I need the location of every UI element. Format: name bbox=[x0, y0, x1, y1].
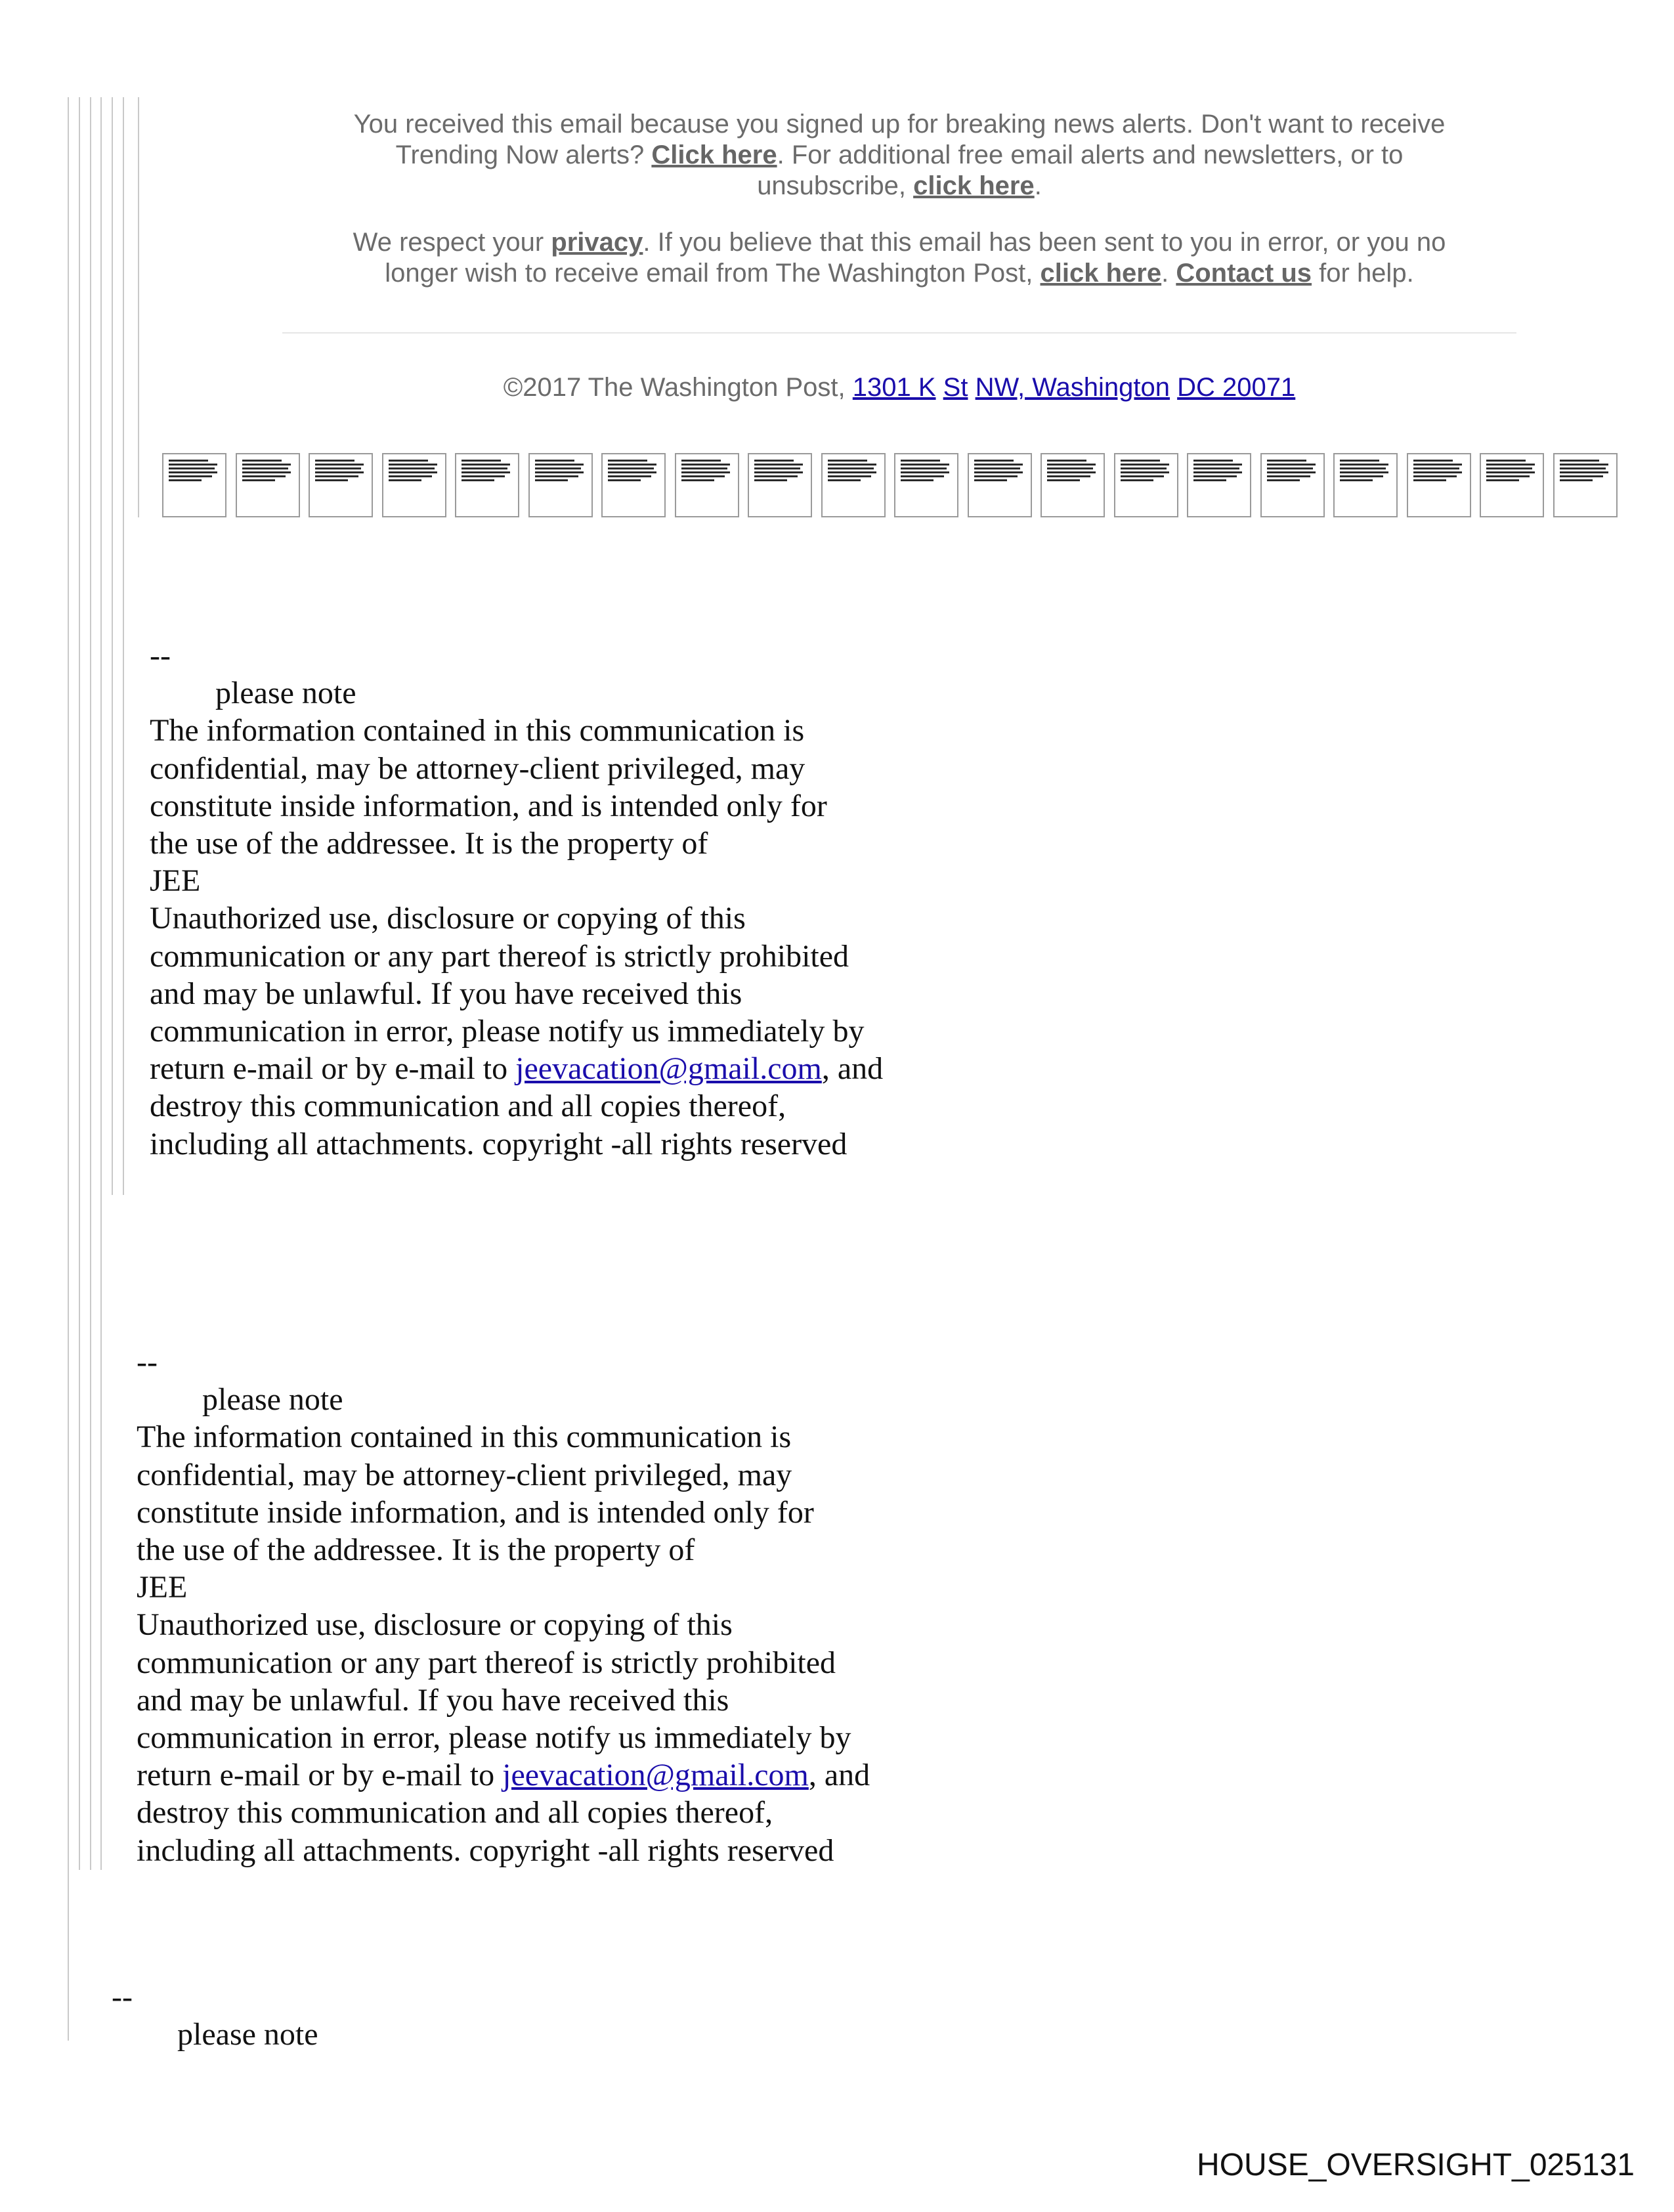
tracking-thumbnail bbox=[1260, 453, 1325, 517]
thumbnail-text-line bbox=[1193, 479, 1226, 481]
thumbnail-text-line bbox=[1413, 475, 1457, 477]
disclaimer-text: return e-mail or by e-mail to bbox=[137, 1758, 503, 1793]
thumbnail-text-line bbox=[1193, 467, 1239, 469]
disclaimer-line: including all attachments. copyright -all rights reserved bbox=[150, 1126, 848, 1161]
thumbnail-text-line bbox=[608, 467, 654, 469]
thumbnail-text-line bbox=[389, 471, 437, 473]
thumbnail-text-line bbox=[389, 479, 421, 481]
thumbnail-text-line bbox=[1267, 479, 1300, 481]
footer-text: for help. bbox=[1312, 259, 1414, 288]
disclaimer-line: and may be unlawful. If you have received this bbox=[150, 976, 742, 1011]
tracking-thumbnail bbox=[528, 453, 593, 517]
thumbnail-text-line bbox=[681, 464, 730, 466]
thumbnail-text-line bbox=[1047, 479, 1080, 481]
thumbnail-text-line bbox=[1193, 471, 1242, 473]
disclaimer-text: , and bbox=[808, 1758, 870, 1793]
disclaimer-line: The information contained in this communication is bbox=[150, 713, 805, 748]
footer-text: . For additional free email alerts and newsletters, or to bbox=[777, 141, 1404, 169]
tracking-thumbnail bbox=[894, 453, 958, 517]
thumbnail-text-line bbox=[1267, 475, 1310, 477]
thumbnail-text-line bbox=[389, 475, 432, 477]
thumbnail-text-line bbox=[242, 471, 291, 473]
thumbnail-text-line bbox=[974, 479, 1007, 481]
tracking-thumbnail bbox=[236, 453, 300, 517]
footer-text: . bbox=[1034, 171, 1042, 200]
thumbnail-text-line bbox=[169, 467, 215, 469]
thumbnail-text-line bbox=[1121, 475, 1164, 477]
address-link[interactable]: NW, Washington bbox=[975, 373, 1170, 402]
footer-text: . If you believe that this email has been sent to you in error, or you no bbox=[643, 228, 1446, 257]
disclaimer-line: confidential, may be attorney-client privileged, may bbox=[150, 750, 805, 786]
thumbnail-text-line bbox=[315, 471, 364, 473]
thumbnail-text-line bbox=[1486, 464, 1535, 466]
quote-bar bbox=[68, 97, 69, 2041]
tracking-thumbnail bbox=[309, 453, 373, 517]
tracking-thumbnail bbox=[162, 453, 226, 517]
disclaimer-line: communication or any part thereof is strictly prohibited bbox=[137, 1645, 836, 1680]
disclaimer-line: communication or any part thereof is strictly prohibited bbox=[150, 938, 849, 974]
thumbnail-text-line bbox=[828, 460, 867, 462]
thumbnail-text-line bbox=[974, 464, 1023, 466]
separator: -- bbox=[112, 1980, 133, 2014]
thumbnail-text-line bbox=[1413, 479, 1446, 481]
disclaimer-text: return e-mail or by e-mail to bbox=[150, 1051, 516, 1087]
thumbnail-text-line bbox=[1193, 464, 1242, 466]
thumbnail-text-line bbox=[828, 464, 876, 466]
disclaimer-line: the use of the addressee. It is the property of bbox=[137, 1532, 695, 1568]
thumbnail-text-line bbox=[1267, 467, 1313, 469]
quote-bar bbox=[112, 97, 113, 1195]
thumbnail-text-line bbox=[901, 479, 934, 481]
thumbnail-text-line bbox=[608, 479, 641, 481]
thumbnail-text-line bbox=[169, 479, 202, 481]
tracking-thumbnail bbox=[821, 453, 886, 517]
thumbnail-text-line bbox=[242, 475, 286, 477]
address-link[interactable]: DC 20071 bbox=[1177, 373, 1296, 402]
tracking-thumbnail bbox=[968, 453, 1032, 517]
disclaimer-line: constitute inside information, and is intended only for bbox=[137, 1494, 814, 1530]
thumbnail-text-line bbox=[901, 464, 949, 466]
thumbnail-text-line bbox=[1267, 464, 1316, 466]
footer-text: You received this email because you signed up for breaking news alerts. Don't want to receive bbox=[353, 110, 1446, 139]
thumbnail-text-line bbox=[461, 460, 501, 462]
thumbnail-text-line bbox=[1193, 460, 1233, 462]
privacy-footer-paragraph bbox=[302, 227, 1497, 289]
thumbnail-text-line bbox=[1267, 471, 1316, 473]
thumbnail-text-line bbox=[608, 464, 656, 466]
disclaimer-line: constitute inside information, and is intended only for bbox=[150, 788, 827, 823]
thumbnail-text-line bbox=[974, 467, 1020, 469]
thumbnail-text-line bbox=[974, 475, 1018, 477]
quote-bar bbox=[79, 97, 80, 1870]
thumbnail-text-line bbox=[754, 460, 794, 462]
thumbnail-text-line bbox=[1047, 475, 1090, 477]
disclaimer-block-2 bbox=[137, 1343, 870, 1869]
copyright-text: ©2017 The Washington Post, bbox=[503, 373, 853, 402]
thumbnail-text-line bbox=[1413, 471, 1462, 473]
thumbnail-text-line bbox=[535, 479, 568, 481]
disclaimer-line: communication in error, please notify us immediately by bbox=[150, 1014, 865, 1049]
disclaimer-line: Unauthorized use, disclosure or copying of this bbox=[137, 1607, 733, 1643]
thumbnail-text-line bbox=[901, 471, 949, 473]
thumbnail-text-line bbox=[1340, 475, 1383, 477]
disclaimer-block-3 bbox=[112, 1978, 318, 2053]
thumbnail-text-line bbox=[681, 475, 725, 477]
thumbnail-text-line bbox=[1560, 464, 1608, 466]
disclaimer-title: please note bbox=[177, 2017, 318, 2052]
thumbnail-text-line bbox=[754, 479, 787, 481]
thumbnail-text-line bbox=[901, 467, 947, 469]
thumbnail-text-line bbox=[461, 479, 494, 481]
thumbnail-text-line bbox=[1413, 460, 1453, 462]
disclaimer-line: JEE bbox=[137, 1570, 188, 1605]
thumbnail-text-line bbox=[1560, 460, 1599, 462]
thumbnail-text-line bbox=[1340, 464, 1388, 466]
quote-bar bbox=[90, 97, 91, 1870]
email-link[interactable]: jeevacation@gmail.com bbox=[515, 1051, 822, 1087]
thumbnail-text-line bbox=[242, 460, 282, 462]
tracking-thumbnail bbox=[1187, 453, 1251, 517]
disclaimer-line: The information contained in this communication is bbox=[137, 1420, 792, 1455]
disclaimer-line: and may be unlawful. If you have received this bbox=[137, 1682, 729, 1718]
footer-text: . bbox=[1161, 259, 1176, 288]
thumbnail-text-line bbox=[828, 467, 874, 469]
tracking-thumbnail bbox=[455, 453, 519, 517]
thumbnail-text-line bbox=[1560, 479, 1593, 481]
thumbnail-text-line bbox=[535, 475, 578, 477]
tracking-thumbnail bbox=[1553, 453, 1618, 517]
thumbnail-text-line bbox=[901, 460, 940, 462]
thumbnail-text-line bbox=[1340, 479, 1373, 481]
thumbnail-text-line bbox=[461, 464, 510, 466]
disclaimer-email-line bbox=[137, 1756, 870, 1794]
tracking-thumbnail bbox=[1114, 453, 1178, 517]
thumbnail-text-line bbox=[828, 479, 861, 481]
thumbnail-text-line bbox=[169, 464, 217, 466]
thumbnail-text-line bbox=[315, 467, 361, 469]
footer-text: We respect your bbox=[353, 228, 551, 257]
thumbnail-text-line bbox=[389, 467, 435, 469]
disclaimer-line: communication in error, please notify us immediately by bbox=[137, 1720, 851, 1756]
thumbnail-text-line bbox=[389, 464, 437, 466]
thumbnail-text-line bbox=[608, 471, 656, 473]
thumbnail-text-line bbox=[1047, 464, 1096, 466]
thumbnail-text-line bbox=[754, 467, 800, 469]
disclaimer-line: destroy this communication and all copies thereof, bbox=[150, 1089, 786, 1124]
disclaimer-line: the use of the addressee. It is the property of bbox=[150, 826, 708, 861]
thumbnail-text-line bbox=[754, 464, 803, 466]
tracking-thumbnail bbox=[1480, 453, 1544, 517]
unsubscribe-link[interactable]: click here bbox=[913, 171, 1035, 200]
address-link[interactable]: St bbox=[943, 373, 968, 402]
disclaimer-title: please note bbox=[215, 676, 356, 711]
thumbnail-text-line bbox=[681, 460, 721, 462]
thumbnail-text-line bbox=[608, 460, 647, 462]
tracking-thumbnail bbox=[601, 453, 666, 517]
quote-bar bbox=[138, 97, 139, 517]
email-link[interactable]: jeevacation@gmail.com bbox=[502, 1758, 809, 1793]
disclaimer-line: JEE bbox=[150, 863, 201, 899]
thumbnail-text-line bbox=[1413, 464, 1462, 466]
thumbnail-text-line bbox=[169, 471, 217, 473]
thumbnail-text-line bbox=[1121, 479, 1153, 481]
separator: -- bbox=[137, 1345, 158, 1379]
thumbnail-text-line bbox=[535, 464, 584, 466]
thumbnail-text-line bbox=[1340, 471, 1388, 473]
thumbnail-text-line bbox=[389, 460, 428, 462]
thumbnail-text-line bbox=[461, 475, 505, 477]
thumbnail-text-line bbox=[754, 471, 803, 473]
thumbnail-text-line bbox=[1560, 471, 1608, 473]
disclaimer-email-line bbox=[150, 1050, 883, 1087]
thumbnail-text-line bbox=[1413, 467, 1459, 469]
thumbnail-text-line bbox=[1047, 460, 1086, 462]
footer-text: Trending Now alerts? bbox=[395, 141, 652, 169]
address-link[interactable]: 1301 K bbox=[852, 373, 936, 402]
tracking-thumbnail bbox=[675, 453, 739, 517]
tracking-thumbnail bbox=[748, 453, 812, 517]
footer-text: unsubscribe, bbox=[757, 171, 914, 200]
thumbnail-text-line bbox=[535, 467, 581, 469]
thumbnail-text-line bbox=[1047, 467, 1093, 469]
thumbnail-text-line bbox=[1486, 460, 1526, 462]
thumbnail-text-line bbox=[1486, 475, 1530, 477]
thumbnail-text-line bbox=[1121, 464, 1169, 466]
thumbnail-text-line bbox=[535, 460, 574, 462]
thumbnail-text-line bbox=[901, 475, 944, 477]
thumbnail-text-line bbox=[1121, 471, 1169, 473]
alert-footer-paragraph bbox=[302, 109, 1497, 202]
footer-text: longer wish to receive email from The Washington Post, bbox=[385, 259, 1041, 288]
tracking-thumbnail bbox=[1407, 453, 1471, 517]
thumbnail-text-line bbox=[1340, 460, 1379, 462]
trending-optout-link[interactable]: Click here bbox=[651, 141, 777, 169]
thumbnail-text-line bbox=[1560, 467, 1606, 469]
thumbnail-text-line bbox=[974, 460, 1014, 462]
thumbnail-text-line bbox=[242, 467, 288, 469]
disclaimer-line: confidential, may be attorney-client privileged, may bbox=[137, 1457, 792, 1492]
thumbnail-text-line bbox=[828, 471, 876, 473]
disclaimer-block-1 bbox=[150, 637, 883, 1163]
thumbnail-text-line bbox=[1121, 460, 1160, 462]
thumbnail-text-line bbox=[1121, 467, 1167, 469]
tracking-thumbnail bbox=[382, 453, 446, 517]
thumbnail-text-line bbox=[1267, 460, 1306, 462]
thumbnail-text-line bbox=[315, 479, 348, 481]
thumbnail-text-line bbox=[681, 467, 727, 469]
copyright-line bbox=[282, 372, 1516, 403]
contact-us-link[interactable]: Contact us bbox=[1176, 259, 1312, 288]
thumbnail-text-line bbox=[1560, 475, 1603, 477]
thumbnail-text-line bbox=[754, 475, 798, 477]
thumbnail-text-line bbox=[461, 467, 507, 469]
thumbnail-text-line bbox=[1486, 467, 1532, 469]
thumbnail-text-line bbox=[461, 471, 510, 473]
thumbnail-text-line bbox=[1486, 471, 1535, 473]
disclaimer-line: including all attachments. copyright -all rights reserved bbox=[137, 1832, 834, 1868]
thumbnail-text-line bbox=[169, 460, 208, 462]
divider bbox=[282, 332, 1516, 334]
thumbnail-text-line bbox=[242, 479, 275, 481]
quote-bar bbox=[123, 97, 124, 1195]
thumbnail-text-line bbox=[315, 460, 354, 462]
thumbnail-text-line bbox=[535, 471, 584, 473]
thumbnail-text-line bbox=[1047, 471, 1096, 473]
optout-link[interactable]: click here bbox=[1040, 259, 1162, 288]
thumbnail-text-line bbox=[315, 475, 358, 477]
thumbnail-text-line bbox=[315, 464, 364, 466]
thumbnail-text-line bbox=[169, 475, 212, 477]
thumbnail-text-line bbox=[608, 475, 651, 477]
privacy-link[interactable]: privacy bbox=[551, 228, 643, 257]
disclaimer-text: , and bbox=[821, 1051, 884, 1087]
thumbnail-text-line bbox=[1486, 479, 1519, 481]
tracking-thumbnail bbox=[1333, 453, 1398, 517]
thumbnail-text-line bbox=[681, 471, 730, 473]
bates-number: HOUSE_OVERSIGHT_025131 bbox=[1197, 2148, 1635, 2182]
separator: -- bbox=[150, 638, 171, 673]
disclaimer-line: Unauthorized use, disclosure or copying of this bbox=[150, 901, 746, 936]
thumbnail-text-line bbox=[1340, 467, 1386, 469]
disclaimer-title: please note bbox=[202, 1382, 343, 1418]
thumbnail-text-line bbox=[242, 464, 291, 466]
thumbnail-text-line bbox=[1193, 475, 1237, 477]
tracking-thumbnail bbox=[1041, 453, 1105, 517]
thumbnail-text-line bbox=[681, 479, 714, 481]
thumbnail-text-line bbox=[974, 471, 1023, 473]
thumbnail-text-line bbox=[828, 475, 871, 477]
disclaimer-line: destroy this communication and all copies thereof, bbox=[137, 1795, 773, 1831]
quote-bar bbox=[100, 97, 102, 1870]
